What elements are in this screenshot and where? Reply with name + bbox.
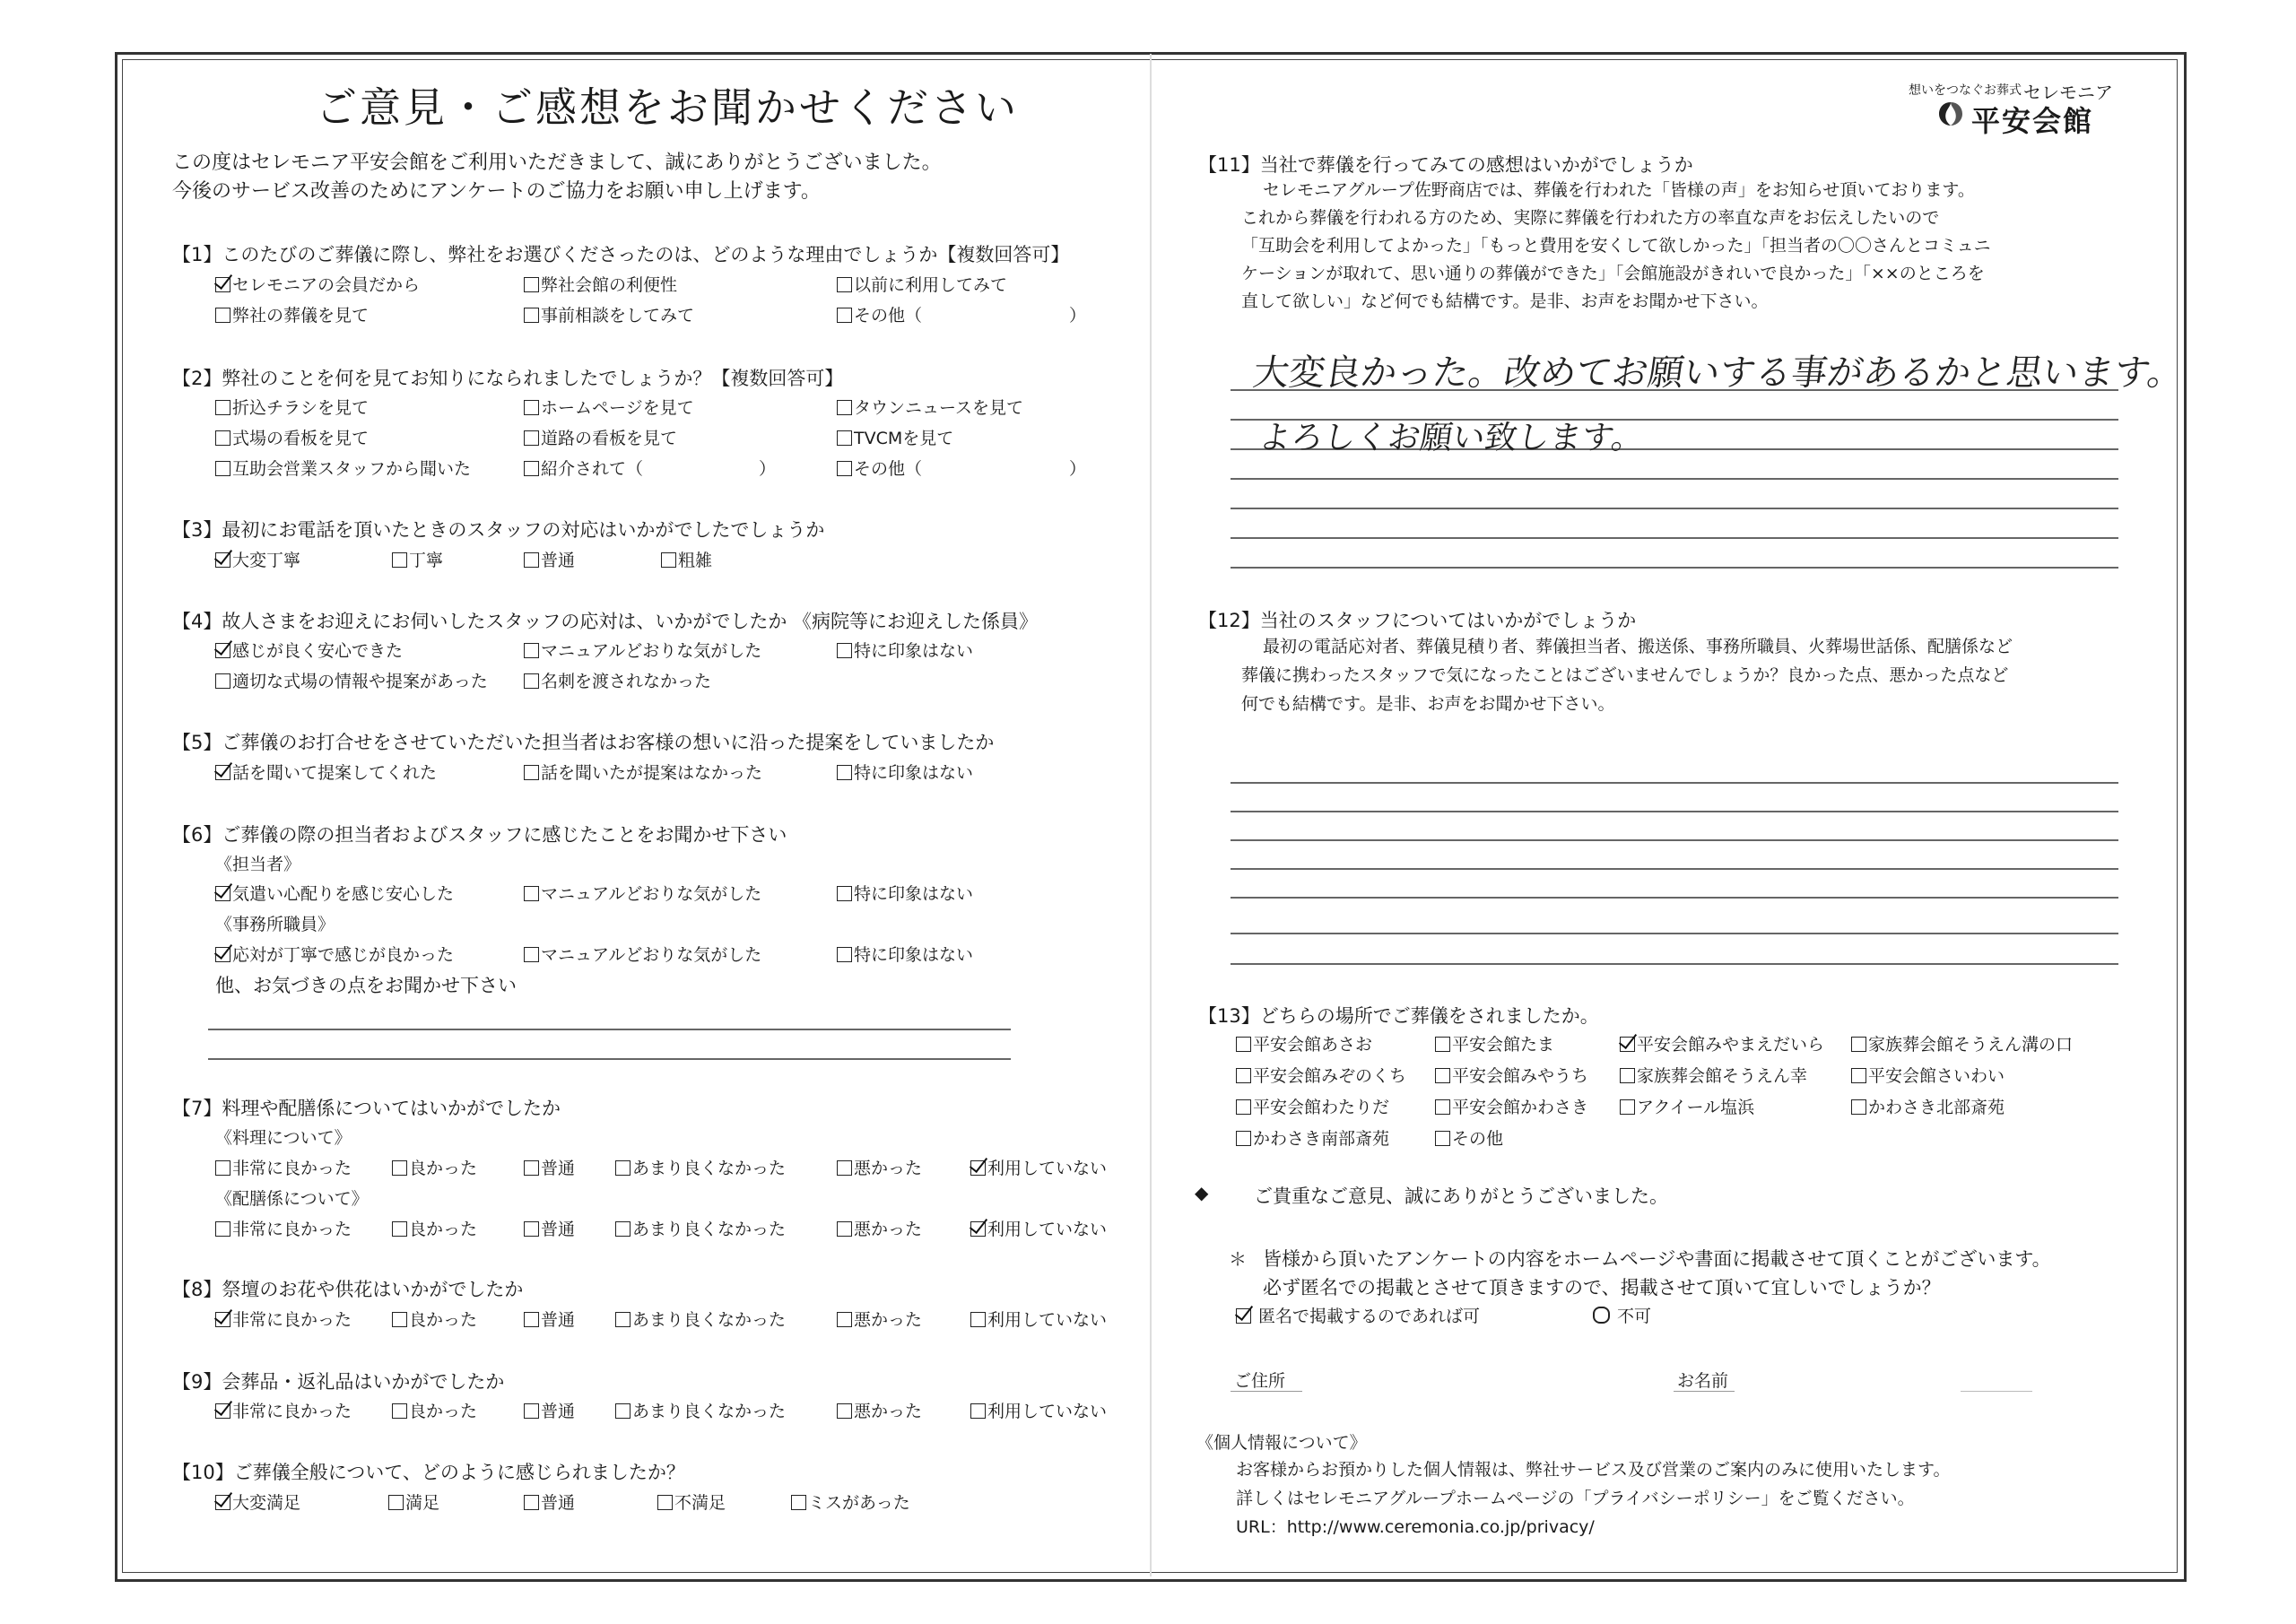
- publish-line-1: 皆様から頂いたアンケートの内容をホームページや書面に掲載させて頂くことがございます。: [1263, 1248, 2051, 1270]
- q11-handwriting-2: よろしくお願い致します。: [1256, 420, 1647, 456]
- q11-text-2: これから葬儀を行われる方のため、実際に葬儀を行われた方の率直な声をお伝えしたいので: [1241, 208, 1940, 228]
- checkbox[interactable]: [837, 308, 852, 323]
- q6-sub-office: 《事務所職員》: [215, 915, 335, 934]
- checkbox-checked[interactable]: [215, 1312, 230, 1327]
- q9-label: 【9】会葬品・返礼品はいかがでしたか: [172, 1371, 505, 1393]
- checkbox[interactable]: [524, 947, 539, 962]
- ceremonia-logo-icon: [1935, 99, 1966, 129]
- q13-option-souen-mizonokuchi[interactable]: 家族葬会館そうえん溝の口: [1851, 1031, 2073, 1055]
- checkbox[interactable]: [392, 1160, 407, 1176]
- q7-waiter-good[interactable]: 良かった: [392, 1216, 477, 1240]
- q5-option-listened[interactable]: 話を聞いて提案してくれた: [215, 760, 437, 784]
- q6-answer-line[interactable]: [208, 1058, 1011, 1060]
- q4-option-no-impression[interactable]: 特に印象はない: [837, 638, 973, 662]
- checkbox[interactable]: [661, 552, 676, 568]
- checkbox[interactable]: [1620, 1068, 1635, 1083]
- q6-staff-option-none[interactable]: 特に印象はない: [837, 881, 973, 905]
- checkbox[interactable]: [1236, 1099, 1251, 1115]
- q2-option-townnews[interactable]: タウンニュースを見て: [837, 395, 1023, 419]
- q12-text-3: 何でも結構です。是非、お声をお聞かせ下さい。: [1241, 694, 1615, 714]
- checkbox[interactable]: [1435, 1099, 1450, 1115]
- checkbox[interactable]: [392, 1221, 407, 1237]
- checkbox-checked[interactable]: [215, 947, 230, 962]
- checkbox[interactable]: [1236, 1131, 1251, 1146]
- q13-option-north-saien[interactable]: かわさき北部斎苑: [1851, 1094, 2005, 1118]
- checkbox[interactable]: [1851, 1037, 1866, 1052]
- checkbox[interactable]: [1620, 1099, 1635, 1115]
- q11-handwriting-1: 大変良かった。改めてお願いする事があるかと思います。: [1250, 352, 2187, 394]
- q11-text-4: ケーションが取れて、思い通りの葬儀ができた」「会館施設がきれいで良かった」「××のところを: [1241, 264, 1985, 283]
- q13-option-wataride[interactable]: 平安会館わたりだ: [1236, 1094, 1389, 1118]
- q13-option-south-saien[interactable]: かわさき南部斎苑: [1236, 1125, 1389, 1150]
- q8-normal[interactable]: 普通: [524, 1307, 575, 1331]
- q2-label: 【2】弊社のことを何を見てお知りになられましたでしょうか？【複数回答可】: [172, 368, 844, 389]
- checkbox[interactable]: [524, 552, 539, 568]
- q7-food-not-good[interactable]: あまり良くなかった: [615, 1155, 786, 1179]
- checkbox[interactable]: [615, 1403, 631, 1419]
- q1-option-convenience[interactable]: 弊社会館の利便性: [524, 272, 677, 296]
- asterisk-icon: ＊: [1229, 1248, 1247, 1270]
- q13-option-accueil[interactable]: アクイール塩浜: [1620, 1094, 1754, 1118]
- checkbox[interactable]: [837, 461, 852, 476]
- checkbox-checked[interactable]: [1620, 1037, 1635, 1052]
- q6-office-option-manual[interactable]: マニュアルどおりな気がした: [524, 942, 761, 966]
- q7-waiter-bad[interactable]: 悪かった: [837, 1216, 922, 1240]
- q12-text-2: 葬儀に携わったスタッフで気になったことはございませんでしょうか？良かった点、悪かった点など: [1241, 665, 2009, 685]
- q12-answer-line[interactable]: [1231, 811, 2118, 812]
- checkbox[interactable]: [837, 1312, 852, 1327]
- checkbox[interactable]: [524, 308, 539, 323]
- q1-option-seen[interactable]: 弊社の葬儀を見て: [215, 302, 369, 326]
- publish-line-2: 必ず匿名での掲載とさせて頂きますので、掲載させて頂いて宜しいでしょうか？: [1263, 1277, 1941, 1298]
- q11-answer-line[interactable]: [1231, 478, 2118, 480]
- q12-answer-line[interactable]: [1231, 782, 2118, 784]
- q13-option-kawasaki[interactable]: 平安会館かわさき: [1435, 1094, 1588, 1118]
- checkbox[interactable]: [837, 1221, 852, 1237]
- q12-label: 【12】当社のスタッフについてはいかがでしょうか: [1198, 610, 1637, 631]
- q2-option-homepage[interactable]: ホームページを見て: [524, 395, 694, 419]
- q12-answer-line[interactable]: [1231, 868, 2118, 870]
- q5-option-no-proposal[interactable]: 話を聞いたが提案はなかった: [524, 760, 762, 784]
- checkbox[interactable]: [215, 308, 230, 323]
- checkbox[interactable]: [1851, 1068, 1866, 1083]
- checkbox[interactable]: [970, 1312, 986, 1327]
- q7-waiter-not-used[interactable]: 利用していない: [970, 1216, 1107, 1240]
- checkbox-checked[interactable]: [215, 277, 230, 292]
- brand-tagline: 想いをつなぐお葬式: [1909, 83, 2022, 98]
- q2-option-referral[interactable]: 紹介されて（: [524, 456, 643, 480]
- checkbox[interactable]: [524, 1160, 539, 1176]
- checkbox-checked[interactable]: [1236, 1308, 1251, 1324]
- checkbox[interactable]: [215, 461, 230, 476]
- checkbox[interactable]: [837, 430, 852, 446]
- q7-food-not-used[interactable]: 利用していない: [970, 1155, 1107, 1179]
- q6-office-option-none[interactable]: 特に印象はない: [837, 942, 973, 966]
- checkbox[interactable]: [837, 765, 852, 780]
- checkbox[interactable]: [215, 400, 230, 415]
- q3-option-very-polite[interactable]: 大変丁寧: [215, 547, 300, 571]
- q13-option-other[interactable]: その他: [1435, 1125, 1503, 1150]
- checkbox[interactable]: [524, 643, 539, 658]
- q13-option-saiwai[interactable]: 平安会館さいわい: [1851, 1063, 2005, 1087]
- q8-very-good[interactable]: 非常に良かった: [215, 1307, 352, 1331]
- checkbox[interactable]: [970, 1403, 986, 1419]
- checkbox[interactable]: [837, 400, 852, 415]
- publish-option-anonymous[interactable]: 匿名で掲載するのであれば可: [1236, 1303, 1480, 1327]
- q7-food-normal[interactable]: 普通: [524, 1155, 575, 1179]
- q7-food-good[interactable]: 良かった: [392, 1155, 477, 1179]
- q8-not-used[interactable]: 利用していない: [970, 1307, 1107, 1331]
- q13-option-miyamaedaira[interactable]: 平安会館みやまえだいら: [1620, 1031, 1824, 1055]
- q13-option-miyauchi[interactable]: 平安会館みやうち: [1435, 1063, 1588, 1087]
- checkbox[interactable]: [524, 1403, 539, 1419]
- q7-food-bad[interactable]: 悪かった: [837, 1155, 922, 1179]
- checkbox-checked[interactable]: [215, 1403, 230, 1419]
- q3-label: 【3】最初にお電話を頂いたときのスタッフの対応はいかがでしたでしょうか: [172, 519, 825, 541]
- address-input-line[interactable]: [1231, 1391, 1302, 1392]
- q10-normal[interactable]: 普通: [524, 1489, 575, 1514]
- privacy-line-2: 詳しくはセレモニアグループホームページの「プライバシーポリシー」をご覧ください。: [1236, 1489, 1915, 1508]
- checkbox[interactable]: [1236, 1068, 1251, 1083]
- checkbox[interactable]: [524, 673, 539, 689]
- intro-line-2: 今後のサービス改善のためにアンケートのご協力をお願い申し上げます。: [172, 180, 821, 203]
- q12-answer-line[interactable]: [1231, 897, 2118, 899]
- checkbox[interactable]: [657, 1495, 673, 1510]
- page-fold: [1150, 54, 1152, 1576]
- checkbox-checked[interactable]: [215, 552, 230, 568]
- q5-option-no-impression[interactable]: 特に印象はない: [837, 760, 973, 784]
- q2-option-flyer[interactable]: 折込チラシを見て: [215, 395, 369, 419]
- q1-option-member[interactable]: セレモニアの会員だから: [215, 272, 420, 296]
- checkbox-checked[interactable]: [215, 643, 230, 658]
- q4-label: 【4】故人さまをお迎えにお伺いしたスタッフの応対は、いかがでしたか 《病院等にお迎えした係員》: [172, 611, 1039, 632]
- q11-answer-line[interactable]: [1231, 508, 2118, 509]
- q2-option-sales-staff[interactable]: 互助会営業スタッフから聞いた: [215, 456, 471, 480]
- q1-option-consult[interactable]: 事前相談をしてみて: [524, 302, 694, 326]
- checkbox[interactable]: [392, 1312, 407, 1327]
- q7-sub-waiter: 《配膳係について》: [215, 1189, 369, 1209]
- checkbox[interactable]: [392, 1403, 407, 1419]
- q7-sub-food: 《料理について》: [215, 1128, 352, 1148]
- q12-text-1: 最初の電話応対者、葬儀見積り者、葬儀担当者、搬送係、事務所職員、火葬場世話係、配膳係など: [1263, 637, 2013, 656]
- thanks-text: ご貴重なご意見、誠にありがとうございました。: [1254, 1185, 1668, 1207]
- name-label: お名前: [1677, 1371, 1729, 1391]
- q6-office-option-polite[interactable]: 応対が丁寧で感じが良かった: [215, 942, 454, 966]
- q7-food-very-good[interactable]: 非常に良かった: [215, 1155, 352, 1179]
- q13-option-asao[interactable]: 平安会館あさお: [1236, 1031, 1372, 1055]
- page-title: ご意見・ご感想をお聞かせください: [316, 83, 1019, 132]
- q6-label: 【6】ご葬儀の際の担当者およびスタッフに感じたことをお聞かせ下さい: [172, 824, 787, 846]
- q8-not-good[interactable]: あまり良くなかった: [615, 1307, 786, 1331]
- q13-option-souen-saiwai[interactable]: 家族葬会館そうえん幸: [1620, 1063, 1807, 1087]
- checkbox[interactable]: [524, 886, 539, 901]
- name-input-line[interactable]: [1674, 1391, 1735, 1392]
- q4-option-venue-info[interactable]: 適切な式場の情報や提案があった: [215, 668, 488, 692]
- checkbox[interactable]: [524, 1312, 539, 1327]
- checkbox-checked[interactable]: [215, 1495, 230, 1510]
- q7-waiter-very-good[interactable]: 非常に良かった: [215, 1216, 352, 1240]
- brand-name: セレモニア: [2023, 82, 2113, 103]
- q7-waiter-not-good[interactable]: あまり良くなかった: [615, 1216, 786, 1240]
- checkbox-checked[interactable]: [215, 886, 230, 901]
- q3-option-polite[interactable]: 丁寧: [392, 547, 443, 571]
- q10-very-satisfied[interactable]: 大変満足: [215, 1489, 300, 1514]
- checkbox[interactable]: [837, 1403, 852, 1419]
- q1-other-close: ）: [1069, 306, 1087, 326]
- publish-option-no[interactable]: 不可: [1593, 1303, 1651, 1327]
- q11-text-1: セレモニアグループ佐野商店では、葬儀を行われた「皆様の声」をお知らせ頂いております。: [1263, 180, 1975, 200]
- q11-answer-line[interactable]: [1231, 537, 2118, 539]
- checkbox[interactable]: [615, 1160, 631, 1176]
- checkbox-checked[interactable]: [970, 1160, 986, 1176]
- q11-label: 【11】当社で葬儀を行ってみての感想はいかがでしょうか: [1198, 154, 1693, 176]
- checkbox[interactable]: [215, 1160, 230, 1176]
- intro-line-1: この度はセレモニア平安会館をご利用いただきまして、誠にありがとうございました。: [172, 152, 942, 174]
- q12-answer-line[interactable]: [1231, 963, 2118, 965]
- checkbox[interactable]: [524, 1221, 539, 1237]
- q12-answer-line[interactable]: [1231, 933, 2118, 934]
- privacy-line-1: お客様からお預かりした個人情報は、弊社サービス及び営業のご案内のみに使用いたします。: [1236, 1460, 1951, 1480]
- checkbox-checked[interactable]: [215, 765, 230, 780]
- q8-bad[interactable]: 悪かった: [837, 1307, 922, 1331]
- checkbox[interactable]: [837, 277, 852, 292]
- q9-not-good[interactable]: あまり良くなかった: [615, 1398, 786, 1422]
- q2-other-close: ）: [1069, 459, 1087, 479]
- checkbox[interactable]: [524, 765, 539, 780]
- checkbox[interactable]: [392, 552, 407, 568]
- checkbox[interactable]: [1435, 1131, 1450, 1146]
- q9-good[interactable]: 良かった: [392, 1398, 477, 1422]
- checkbox[interactable]: [388, 1495, 404, 1510]
- q11-text-5: 直して欲しい」など何でも結構です。是非、お声をお聞かせ下さい。: [1241, 291, 1769, 311]
- q8-label: 【8】祭壇のお花や供花はいかがでしたか: [172, 1279, 524, 1300]
- q13-option-tama[interactable]: 平安会館たま: [1435, 1031, 1554, 1055]
- checkbox[interactable]: [1236, 1037, 1251, 1052]
- checkbox[interactable]: [524, 277, 539, 292]
- q1-option-other[interactable]: その他（: [837, 302, 922, 326]
- checkbox[interactable]: [1435, 1037, 1450, 1052]
- q10-mistake[interactable]: ミスがあった: [791, 1489, 910, 1514]
- q6-sub-staff: 《担当者》: [215, 855, 301, 874]
- q13-label: 【13】どちらの場所でご葬儀をされましたか。: [1198, 1005, 1599, 1027]
- q10-unsatisfied[interactable]: 不満足: [657, 1489, 726, 1514]
- address-label: ご住所: [1234, 1371, 1286, 1391]
- q11-answer-line[interactable]: [1231, 567, 2118, 569]
- q1-label: 【1】このたびのご葬儀に際し、弊社をお選びくださったのは、どのような理由でしょうか【複数回答可】: [172, 244, 1070, 265]
- q9-bad[interactable]: 悪かった: [837, 1398, 922, 1422]
- checkbox[interactable]: [215, 1221, 230, 1237]
- q9-normal[interactable]: 普通: [524, 1398, 575, 1422]
- q2-option-other[interactable]: その他（: [837, 456, 922, 480]
- checkbox[interactable]: [1851, 1099, 1866, 1115]
- q2-option-hall-sign[interactable]: 式場の看板を見て: [215, 425, 369, 449]
- checkbox[interactable]: [1593, 1307, 1610, 1324]
- diamond-icon: ◆: [1195, 1182, 1209, 1203]
- q13-option-mizonokuchi[interactable]: 平安会館みぞのくち: [1236, 1063, 1406, 1087]
- q6-answer-line[interactable]: [208, 1029, 1011, 1030]
- checkbox[interactable]: [524, 461, 539, 476]
- q2-option-tvcm[interactable]: TVCMを見て: [837, 425, 953, 449]
- checkbox[interactable]: [615, 1221, 631, 1237]
- q9-very-good[interactable]: 非常に良かった: [215, 1398, 352, 1422]
- q3-option-normal[interactable]: 普通: [524, 547, 575, 571]
- checkbox[interactable]: [524, 430, 539, 446]
- q2-referral-close: ）: [759, 459, 777, 479]
- q12-answer-line[interactable]: [1231, 839, 2118, 841]
- q3-option-rough[interactable]: 粗雑: [661, 547, 712, 571]
- privacy-url[interactable]: URL：http://www.ceremonia.co.jp/privacy/: [1236, 1517, 1595, 1537]
- q7-label: 【7】料理や配膳係についてはいかがでしたか: [172, 1098, 561, 1119]
- q8-good[interactable]: 良かった: [392, 1307, 477, 1331]
- q9-not-used[interactable]: 利用していない: [970, 1398, 1107, 1422]
- checkbox[interactable]: [837, 947, 852, 962]
- q1-option-previous[interactable]: 以前に利用してみて: [837, 272, 1007, 296]
- checkbox[interactable]: [791, 1495, 806, 1510]
- checkbox[interactable]: [215, 673, 230, 689]
- checkbox[interactable]: [837, 886, 852, 901]
- q10-label: 【10】ご葬儀全般について、どのように感じられましたか？: [172, 1462, 685, 1483]
- checkbox-checked[interactable]: [970, 1221, 986, 1237]
- q4-option-reassured[interactable]: 感じが良く安心できた: [215, 638, 403, 662]
- checkbox[interactable]: [837, 643, 852, 658]
- q2-option-road-sign[interactable]: 道路の看板を見て: [524, 425, 677, 449]
- name-input-line[interactable]: [1961, 1391, 2032, 1392]
- checkbox[interactable]: [524, 400, 539, 415]
- q7-waiter-normal[interactable]: 普通: [524, 1216, 575, 1240]
- q10-satisfied[interactable]: 満足: [388, 1489, 439, 1514]
- q6-staff-option-manual[interactable]: マニュアルどおりな気がした: [524, 881, 761, 905]
- q5-label: 【5】ご葬儀のお打合せをさせていただいた担当者はお客様の想いに沿った提案をしていましたか: [172, 732, 995, 753]
- q11-text-3: 「互助会を利用してよかった」「もっと費用を安くして欲しかった」「担当者の〇〇さんとコミュニ: [1241, 236, 1991, 256]
- brand-hall: 平安会館: [1971, 104, 2094, 138]
- q6-other-label: 他、お気づきの点をお聞かせ下さい: [215, 975, 517, 996]
- checkbox[interactable]: [1435, 1068, 1450, 1083]
- checkbox[interactable]: [615, 1312, 631, 1327]
- checkbox[interactable]: [215, 430, 230, 446]
- checkbox[interactable]: [837, 1160, 852, 1176]
- checkbox[interactable]: [524, 1495, 539, 1510]
- privacy-title: 《個人情報について》: [1196, 1433, 1367, 1453]
- q6-staff-option-caring[interactable]: 気遣い心配りを感じ安心した: [215, 881, 454, 905]
- q4-option-manual[interactable]: マニュアルどおりな気がした: [524, 638, 761, 662]
- q4-option-no-card[interactable]: 名刺を渡されなかった: [524, 668, 711, 692]
